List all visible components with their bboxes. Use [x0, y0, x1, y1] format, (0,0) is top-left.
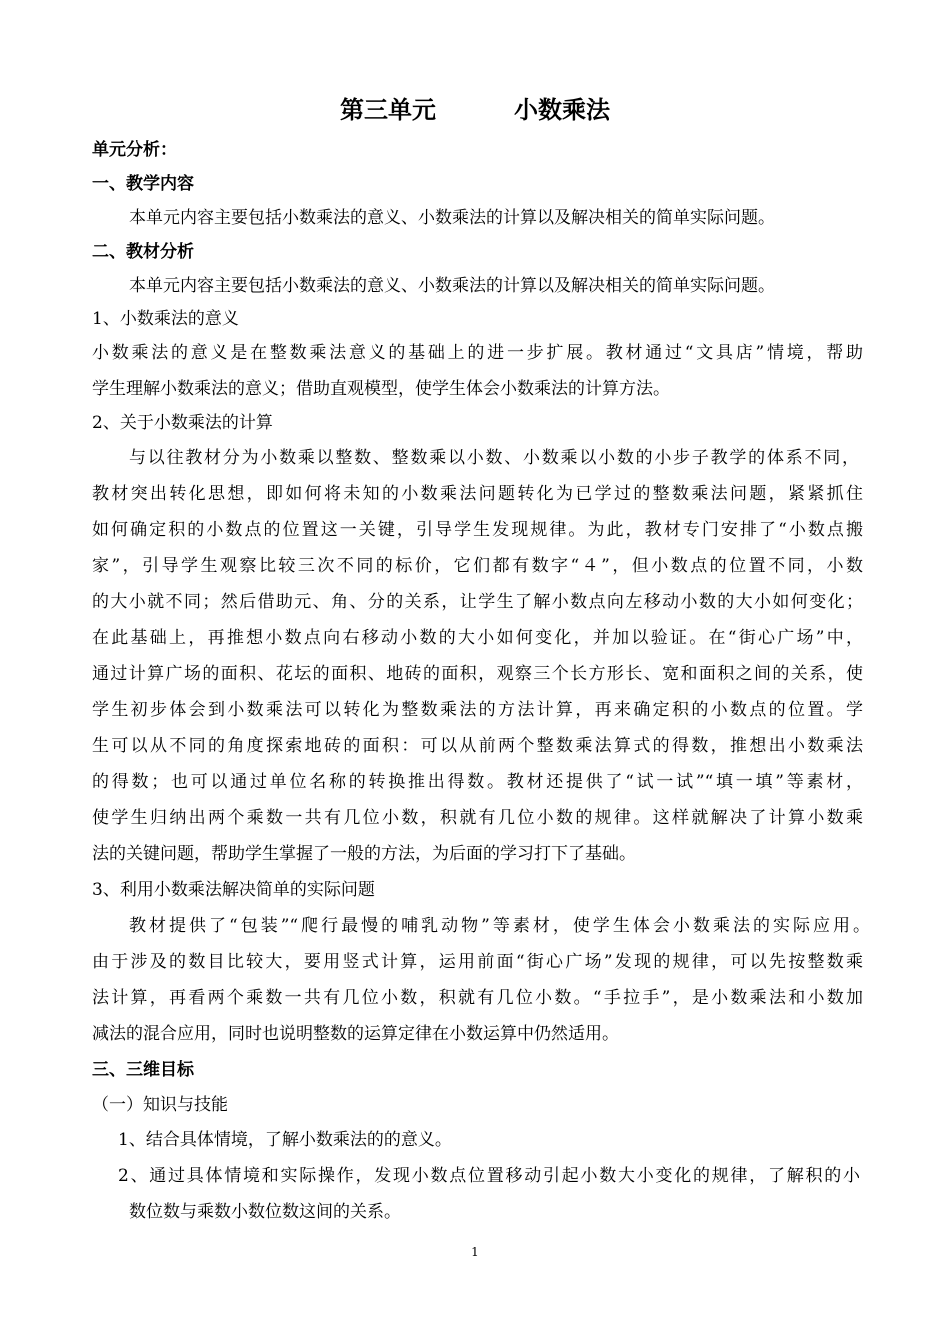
list-item: 2、通过具体情境和实际操作，发现小数点位置移动引起小数大小变化的规律，了解积的小 [118, 1166, 860, 1186]
page-number: 1 [471, 1245, 479, 1259]
section-heading-three-dimensional-goals: 三、三维目标 [92, 1060, 194, 1080]
paragraph-line: 减法的混合应用，同时也说明整数的运算定律在小数运算中仍然适用。 [92, 1024, 619, 1044]
paragraph-line: 学生初步体会到小数乘法可以转化为整数乘法的方法计算，再来确定积的小数点的位置。学 [92, 700, 863, 720]
paragraph-line: 与以往教材分为小数乘以整数、整数乘以小数、小数乘以小数的小步子教学的体系不同， [129, 448, 859, 468]
subheading-meaning: 1、小数乘法的意义 [92, 309, 239, 329]
paragraph-line: 本单元内容主要包括小数乘法的意义、小数乘法的计算以及解决相关的简单实际问题。 [129, 208, 775, 228]
paragraph-line: 的大小就不同；然后借助元、角、分的关系，让学生了解小数点向左移动小数的大小如何变化； [92, 592, 863, 612]
paragraph-line: 由于涉及的数目比较大，要用竖式计算，运用前面“街心广场”发现的规律，可以先按整数乘 [92, 952, 863, 972]
paragraph-line: 使学生归纳出两个乘数一共有几位小数，积就有几位小数的规律。这样就解决了计算小数乘 [92, 808, 863, 828]
section-heading-teaching-content: 一、教学内容 [92, 174, 194, 194]
page-title [0, 94, 950, 126]
paragraph-line: 在此基础上，再推想小数点向右移动小数的大小如何变化，并加以验证。在“街心广场”中， [92, 628, 863, 648]
unit-topic: 小数乘法 [514, 95, 610, 124]
paragraph-line: 教材突出转化思想，即如何将未知的小数乘法问题转化为已学过的整数乘法问题，紧紧抓住 [92, 484, 863, 504]
unit-label: 第三单元 [340, 95, 436, 124]
paragraph-line: 的得数；也可以通过单位名称的转换推出得数。教材还提供了“试一试”“填一填”等素材， [92, 772, 863, 792]
paragraph-line: 本单元内容主要包括小数乘法的意义、小数乘法的计算以及解决相关的简单实际问题。 [129, 276, 775, 296]
paragraph-line: 法的关键问题，帮助学生掌握了一般的方法，为后面的学习打下了基础。 [92, 844, 636, 864]
paragraph-line: 如何确定积的小数点的位置这一关键，引导学生发现规律。为此，教材专门安排了“小数点搬 [92, 520, 863, 540]
paragraph-line: 教材提供了“包装”“爬行最慢的哺乳动物”等素材，使学生体会小数乘法的实际应用。 [129, 916, 870, 936]
subheading-knowledge-skills: （一）知识与技能 [92, 1095, 228, 1115]
paragraph-line: 通过计算广场的面积、花坛的面积、地砖的面积，观察三个长方形长、宽和面积之间的关系，使 [92, 664, 863, 684]
list-item-continuation: 数位数与乘数小数位数这间的关系。 [129, 1202, 401, 1222]
section-heading-textbook-analysis: 二、教材分析 [92, 242, 194, 262]
subheading-practical-problems: 3、利用小数乘法解决简单的实际问题 [92, 880, 375, 900]
paragraph-line: 家”，引导学生观察比较三次不同的标价，它们都有数字“４”，但小数点的位置不同，小数 [92, 556, 863, 576]
paragraph-line: 生可以从不同的角度探索地砖的面积：可以从前两个整数乘法算式的得数，推想出小数乘法 [92, 736, 863, 756]
paragraph-line: 学生理解小数乘法的意义；借助直观模型，使学生体会小数乘法的计算方法。 [92, 379, 670, 399]
subheading-calculation: 2、关于小数乘法的计算 [92, 413, 273, 433]
paragraph-line: 小数乘法的意义是在整数乘法意义的基础上的进一步扩展。教材通过“文具店”情境，帮助 [92, 343, 863, 363]
list-item: 1、结合具体情境，了解小数乘法的的意义。 [118, 1130, 452, 1150]
unit-analysis-heading: 单元分析： [92, 140, 177, 160]
paragraph-line: 法计算，再看两个乘数一共有几位小数，积就有几位小数。“手拉手”，是小数乘法和小数加 [92, 988, 863, 1008]
